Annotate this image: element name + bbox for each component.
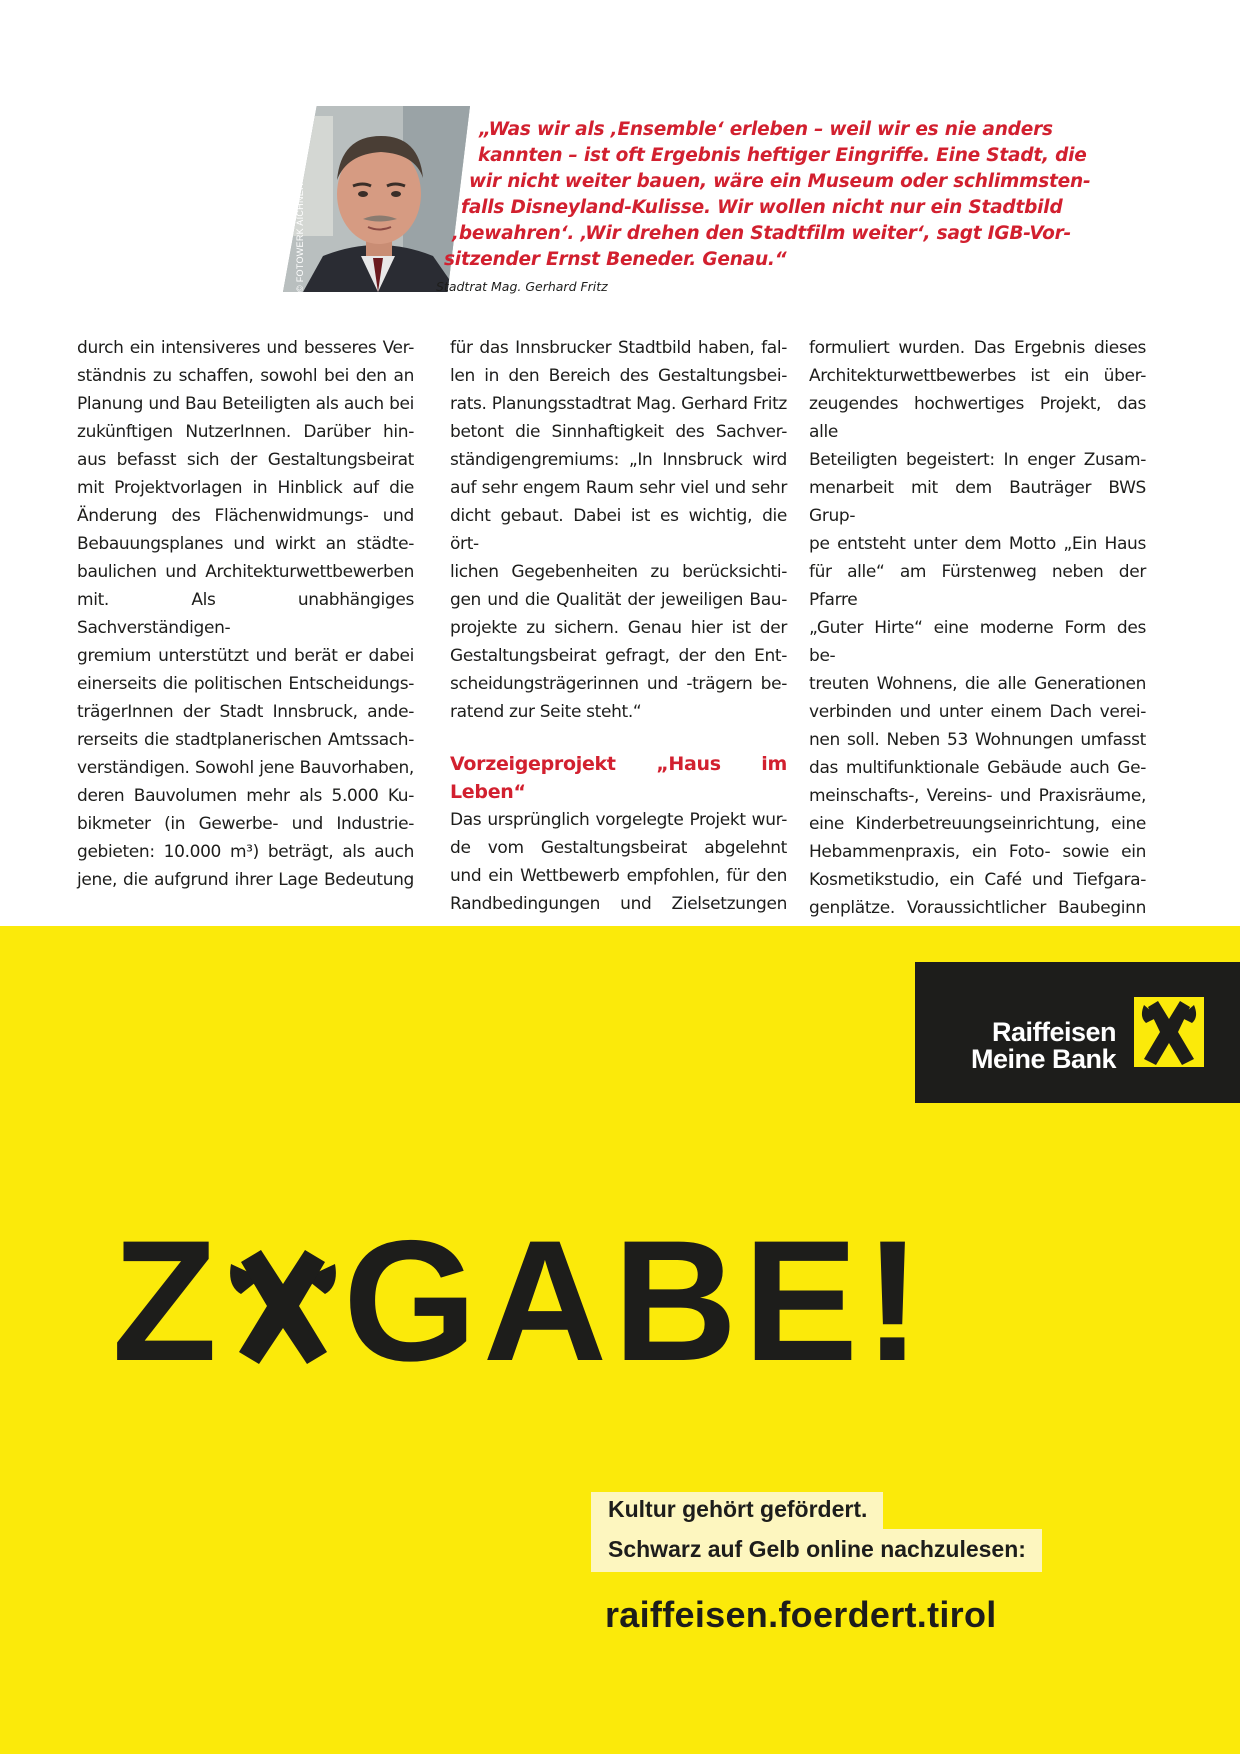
bank-name-line1: Raiffeisen — [991, 1017, 1116, 1047]
text-line: mit Projektvorlagen in Hinblick auf die — [77, 478, 414, 498]
text-line: genplätze. Voraussichtlicher Baubeginn — [809, 898, 1146, 918]
text-line: ständigengremiums: „In Innsbruck wird — [450, 450, 787, 470]
text-line: baulichen und Architekturwettbewerben — [77, 562, 414, 582]
text-line: für alle“ am Fürstenweg neben der Pfarre — [809, 562, 1146, 610]
gable-cross-letter-icon — [227, 1246, 339, 1364]
quote-line: ‚bewahren‘. ‚Wir drehen den Stadtfilm weiter‘, sagt IGB-Vor- — [452, 223, 1072, 244]
text-line: rerseits die stadtplanerischen Amtssach- — [77, 730, 414, 750]
portrait-photo — [283, 106, 470, 292]
text-line: mit. Als unabhängiges Sachverständigen- — [77, 590, 414, 638]
text-line: betont die Sinnhaftigkeit des Sachver- — [450, 422, 787, 442]
text-line: ständnis zu schaffen, sowohl bei den an — [77, 366, 414, 386]
raiffeisen-gable-cross-icon — [1134, 997, 1204, 1067]
text-line: rats. Planungsstadtrat Mag. Gerhard Fritz — [450, 394, 787, 414]
text-line: deren Bauvolumen mehr als 5.000 Ku- — [77, 786, 414, 806]
quote-caption: Stadtrat Mag. Gerhard Fritz — [436, 279, 608, 294]
text-line: Beteiligten begeistert: In enger Zusam- — [809, 450, 1146, 470]
text-line: Architekturwettbewerbes ist ein über- — [809, 366, 1146, 386]
text-line: zeugendes hochwertiges Projekt, das alle — [809, 394, 1146, 442]
text-line: aus befasst sich der Gestaltungsbeirat — [77, 450, 414, 470]
text-line: „Guter Hirte“ eine moderne Form des be- — [809, 618, 1146, 666]
text-line: und ein Wettbewerb empfohlen, für den — [450, 866, 787, 886]
text-line: de vom Gestaltungsbeirat abgelehnt — [450, 838, 787, 858]
text-line: scheidungsträgerinnen und -trägern be- — [450, 674, 787, 694]
text-line: ratend zur Seite steht.“ — [450, 702, 642, 722]
text-line: projekte zu sichern. Genau hier ist der — [450, 618, 787, 638]
text-line: Gestaltungsbeirat gefragt, der den Ent- — [450, 646, 787, 666]
text-line: gremium unterstützt und berät er dabei — [77, 646, 414, 666]
quote-line: „Was wir als ‚Ensemble‘ erleben – weil wir es nie anders — [479, 119, 1053, 140]
photo-credit: © FOTOWERK AICHNER — [295, 183, 305, 292]
text-line: bikmeter (in Gewerbe- und Industrie- — [77, 814, 414, 834]
portrait-illustration — [283, 106, 470, 292]
article-column-1 — [77, 334, 414, 894]
text-line: len in den Bereich des Gestaltungsbei- — [450, 366, 787, 386]
raiffeisen-advertisement — [0, 926, 1240, 1754]
text-line: trägerInnen der Stadt Innsbruck, ande- — [77, 702, 414, 722]
text-line: jene, die aufgrund ihrer Lage Bedeutung — [77, 870, 414, 890]
article-subheading: Vorzeigeprojekt „Haus im Leben“ — [450, 753, 787, 803]
text-line: Randbedingungen und Zielsetzungen — [450, 894, 787, 914]
headline-start: Z — [112, 1205, 224, 1397]
quote-line: sitzender Ernst Beneder. Genau.“ — [444, 249, 787, 270]
article-column-2 — [450, 334, 787, 918]
text-line: zukünftigen NutzerInnen. Darüber hin- — [77, 422, 414, 442]
text-line: das multifunktionale Gebäude auch Ge- — [809, 758, 1146, 778]
bank-name-line2: Meine Bank — [970, 1044, 1116, 1074]
text-line: treuten Wohnens, die alle Generationen — [809, 674, 1146, 694]
text-line: dicht gebaut. Dabei ist es wichtig, die ört- — [450, 506, 787, 554]
quote-line: falls Disneyland-Kulisse. Wir wollen nicht nur ein Stadtbild — [461, 197, 1063, 218]
headline — [112, 1205, 928, 1397]
text-line: menarbeit mit dem Bauträger BWS Grup- — [809, 478, 1146, 526]
headline-end: GABE! — [343, 1205, 928, 1397]
text-line: für das Innsbrucker Stadtbild haben, fal- — [450, 338, 787, 358]
text-line: Hebammenpraxis, ein Foto- sowie ein — [809, 842, 1146, 862]
text-line: Planung und Bau Beteiligten als auch bei — [77, 394, 414, 414]
text-line: durch ein intensiveres und besseres Ver- — [77, 338, 414, 358]
text-line: Änderung des Flächenwidmungs- und — [77, 506, 414, 526]
text-line: meinschafts-, Vereins- und Praxisräume, — [809, 786, 1146, 806]
text-line: pe entsteht unter dem Motto „Ein Haus — [809, 534, 1146, 554]
text-line: Kosmetikstudio, ein Café und Tiefgara- — [809, 870, 1146, 890]
article-column-3 — [809, 334, 1146, 984]
text-line: verständigen. Sowohl jene Bauvorhaben, — [77, 758, 414, 778]
text-line: formuliert wurden. Das Ergebnis dieses — [809, 338, 1146, 358]
text-line: Bebauungsplanes und wirkt an städte- — [77, 534, 414, 554]
quote-line: kannten – ist oft Ergebnis heftiger Eingriffe. Eine Stadt, die — [478, 145, 1087, 166]
text-line: Das ursprünglich vorgelegte Projekt wur- — [450, 810, 787, 830]
text-line: eine Kinderbetreuungseinrichtung, eine — [809, 814, 1146, 834]
text-line: verbinden und unter einem Dach verei- — [809, 702, 1146, 722]
text-line: gen und die Qualität der jeweiligen Bau- — [450, 590, 787, 610]
text-line: einerseits die politischen Entscheidungs- — [77, 674, 414, 694]
text-line: auf sehr engem Raum sehr viel und sehr — [450, 478, 787, 498]
text-line: gebieten: 10.000 m³) beträgt, als auch — [77, 842, 414, 862]
text-line: nen soll. Neben 53 Wohnungen umfasst — [809, 730, 1146, 750]
bank-logo-box — [915, 962, 1240, 1103]
bank-name — [971, 1019, 1116, 1073]
tagline-2: Schwarz auf Gelb online nachzulesen: — [591, 1529, 1042, 1572]
tagline-1: Kultur gehört gefördert. — [591, 1492, 883, 1529]
website-url[interactable]: raiffeisen.foerdert.tirol — [605, 1594, 997, 1635]
quote-line: wir nicht weiter bauen, wäre ein Museum oder schlimmsten- — [469, 171, 1091, 192]
text-line: lichen Gegebenheiten zu berücksichti- — [450, 562, 787, 582]
